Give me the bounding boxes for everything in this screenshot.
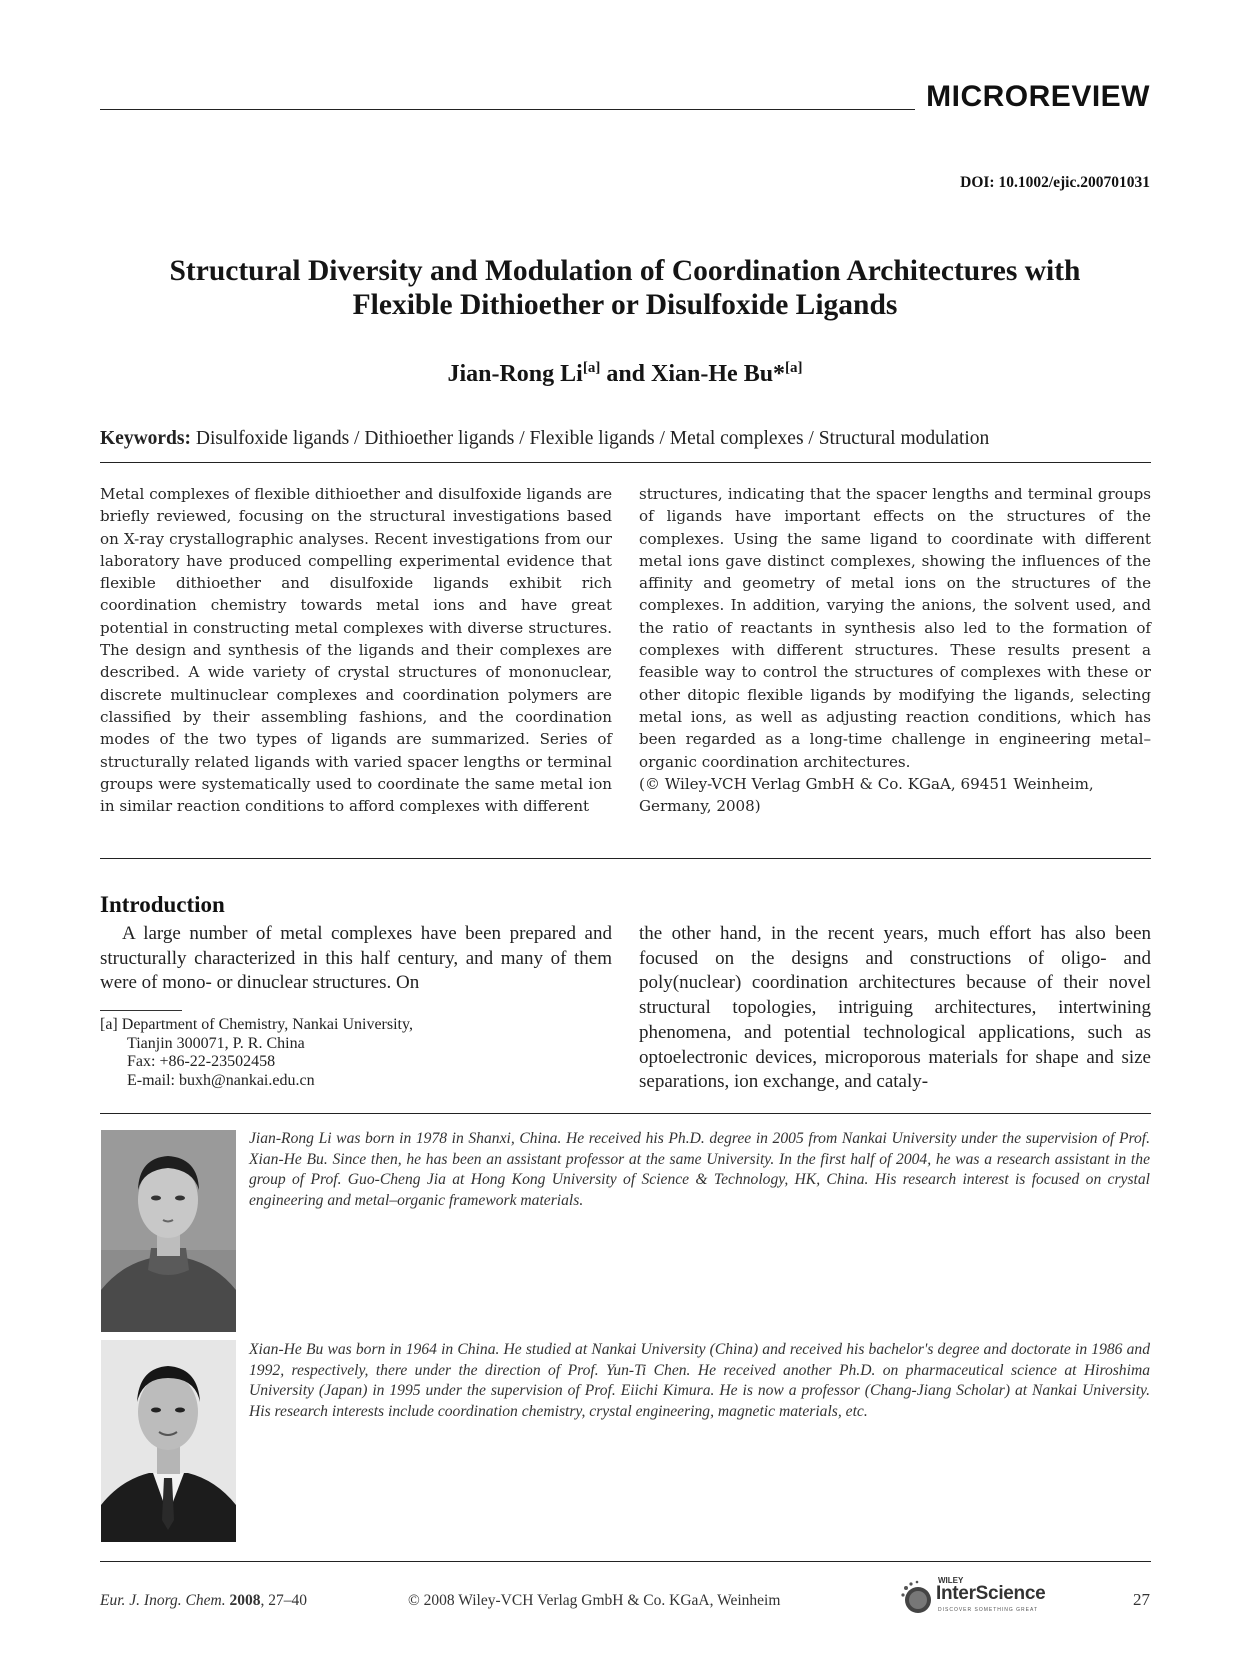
abstract-copyright: (© Wiley-VCH Verlag GmbH & Co. KGaA, 69451 Weinheim, Germany, 2008) (639, 774, 1094, 816)
portrait-2-graphic (101, 1340, 236, 1542)
author-photo-2 (101, 1340, 236, 1542)
journal-pages: , 27–40 (260, 1592, 307, 1609)
affiliation-footnote (100, 1016, 520, 1090)
journal-year: 2008 (229, 1592, 261, 1609)
bio-2-text: Xian-He Bu was born in 1964 in China. He studied at Nankai University (China) and received his bachelor's degree and doctorate in 1986 and 1992, respectively, there under the direction of Prof. Yun-Ti Chen. He received another Ph.D. on pharmaceutical science at Hiroshima University (Japan) in 1995 under the supervision of Prof. Eiichi Kimura. He is now a professor (Chang-Jiang Scholar) at Nankai University. His research interests include coordination chemistry, crystal engineering, magnetic materials, etc. (249, 1341, 1150, 1420)
bio-top-rule (100, 1113, 1151, 1114)
footnote-line-1: [a] Department of Chemistry, Nankai University, (100, 1016, 413, 1033)
bio-1 (249, 1129, 1150, 1211)
author-2: Xian-He Bu* (651, 361, 786, 387)
footnote-email[interactable]: E-mail: buxh@nankai.edu.cn (127, 1071, 315, 1089)
abstract-bottom-rule (100, 858, 1151, 859)
author-photo-1 (101, 1130, 236, 1332)
journal-citation (100, 1592, 307, 1610)
keywords-text: Disulfoxide ligands / Dithioether ligands / Flexible ligands / Metal complexes / Structural modulation (195, 428, 990, 449)
keywords-label: Keywords: (100, 428, 191, 449)
bio-2 (249, 1340, 1150, 1422)
header-rule (100, 109, 915, 110)
title-line-2: Flexible Dithioether or Disulfoxide Ligands (352, 289, 898, 321)
intro-right-column (639, 922, 1151, 1095)
author-2-affiliation: [a] (785, 360, 803, 376)
portrait-1-graphic (101, 1130, 236, 1332)
footnote-line-2: Tianjin 300071, P. R. China (127, 1034, 305, 1052)
logo-wiley: WILEY (938, 1576, 964, 1585)
author-1: Jian-Rong Li (447, 361, 583, 387)
abstract-right-text: structures, indicating that the spacer lengths and terminal groups of ligands have important effects on the structures of the complexes. Using the same ligand to coordinate with different metal ions gave distinct complexes, showing the influences of the affinity and geometry of metal ions on the structures of the complexes. In addition, varying the anions, the solvent used, and the ratio of reactants in synthesis also led to the formation of complexes with different structures. These results present a feasible way to control the structures of complexes with these or other ditopic flexible ligands by modifying the ligands, selecting metal ions, as well as adjusting reaction conditions, which has been regarded as a long-time challenge in engineering metal–organic coordination architectures. (639, 485, 1151, 771)
journal-name: Eur. J. Inorg. Chem. (100, 1592, 226, 1609)
footnote-rule (100, 1010, 182, 1011)
footnote-line-3: Fax: +86-22-23502458 (127, 1053, 276, 1070)
intro-left-text: A large number of metal complexes have been prepared and structurally characterized in this half century, and many of them were of mono- or dinuclear structures. On (100, 923, 612, 994)
author-list (100, 360, 1150, 388)
section-label: MICROREVIEW (926, 80, 1150, 113)
logo-tagline: DISCOVER SOMETHING GREAT (938, 1607, 1039, 1613)
bio-1-text: Jian-Rong Li was born in 1978 in Shanxi, China. He received his Ph.D. degree in 2005 from Nankai University under the supervision of Prof. Xian-He Bu. Since then, he has been an assistant professor at the same University. In the first half of 2004, he was a research assistant in the group of Prof. Guo-Cheng Jia at Hong Kong University of Science & Technology, HK, China. His research interest is focused on crystal engineering and metal–organic framework materials. (249, 1130, 1150, 1209)
abstract-left-text: Metal complexes of flexible dithioether and disulfoxide ligands are briefly reviewed, focusing on the structural investigations based on X-ray crystallographic analyses. Recent investigations from our laboratory have produced compelling experimental evidence that flexible dithioether and disulfoxide ligands exhibit rich coordination chemistry towards metal ions and have great potential in constructing metal complexes with diverse structures. The design and synthesis of the ligands and their complexes are described. A wide variety of crystal structures of mononuclear, discrete multinuclear complexes and coordination polymers are classified by their assembling fashions, and the coordination modes of the two types of ligands are summarized. Series of structurally related ligands with varied spacer lengths or terminal groups were systematically used to coordinate the same metal ion in similar reaction conditions to afford complexes with different (100, 485, 612, 816)
page-number: 27 (1133, 1590, 1150, 1609)
intro-right-text: the other hand, in the recent years, much effort has also been focused on the designs and constructions of oligo- and poly(nuclear) coordination architectures because of their novel structural topologies, intriguing architectures, intertwining phenomena, and potential technological applications, such as optoelectronic devices, microporous materials for shape and size separations, ion exchange, and cataly- (639, 923, 1151, 1093)
abstract-right-column (639, 483, 1151, 817)
author-conjunction: and (606, 361, 646, 387)
wiley-interscience-logo[interactable] (900, 1576, 1070, 1620)
introduction-heading: Introduction (100, 892, 225, 917)
author-1-affiliation: [a] (582, 360, 601, 376)
title-line-1: Structural Diversity and Modulation of Coordination Architectures with (169, 255, 1081, 287)
abstract-top-rule (100, 462, 1151, 463)
article-title (100, 254, 1150, 322)
footer-rule (100, 1561, 1151, 1562)
doi[interactable]: DOI: 10.1002/ejic.200701031 (960, 174, 1150, 191)
keywords (100, 428, 1150, 450)
intro-left-column (100, 922, 612, 996)
footer-copyright: © 2008 Wiley-VCH Verlag GmbH & Co. KGaA, Weinheim (408, 1592, 781, 1609)
logo-interscience: InterScience (936, 1583, 1046, 1604)
abstract-left-column (100, 483, 612, 817)
